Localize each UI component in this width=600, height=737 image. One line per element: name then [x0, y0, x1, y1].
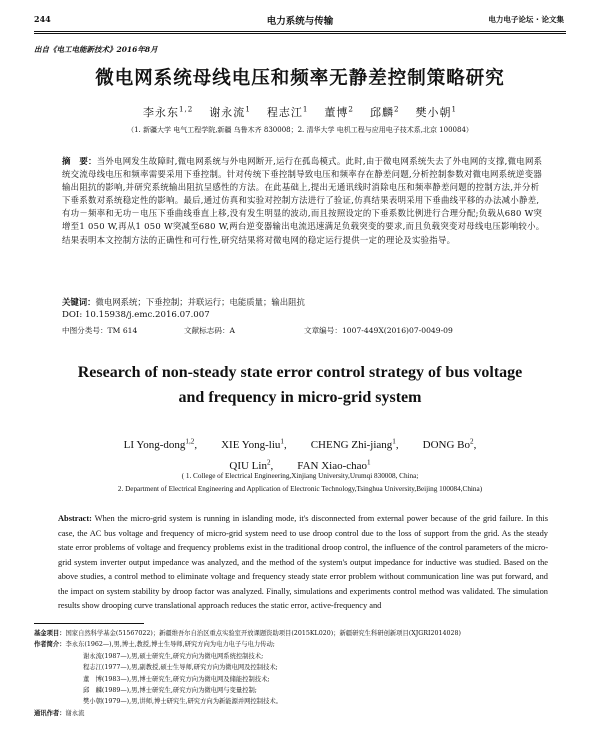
chinese-author: 程志江$^1$ [266, 104, 309, 119]
corresponding-author: 通讯作者：谢永流 [34, 709, 85, 717]
chinese-author: 邱麟$^2$ [369, 104, 400, 119]
journal-name: 电力系统与传输 [266, 16, 334, 27]
english-affiliation: ( 1. College of Electrical Engineering,Xinjiang University,Urumqi 830008, China; 2. Department of Electrical Engineering and Application of Electronic Technology,Tsinghua University,Beijing 100084,China) [117, 472, 483, 493]
article-number: 文章编号：1007-449X(2016)07-0049-09 [304, 326, 453, 335]
keywords-text: 微电网系统；下垂控制；并联运行；电能质量；输出阻抗 [95, 297, 305, 307]
chinese-author: 李永东$^{1,2}$ [142, 104, 194, 119]
class-number: 中图分类号：TM 614 [62, 326, 138, 335]
author-bio: 程志江(1977—),男,副教授,硕士生导师,研究方向为微电网及控制技术; [83, 664, 278, 672]
header-rule-thin [34, 33, 566, 34]
english-author: CHENG Zhi-jiang$^1$, [310, 437, 399, 451]
english-author-list [0, 432, 600, 475]
author-bio: 樊小朝(1979—),男,讲师,博士研究生,研究方向为新能源并网控制技术。 [83, 698, 282, 706]
author-bio: 邱 麟(1989—),男,博士研究生,研究方向为微电网与变量控制; [83, 687, 257, 695]
chinese-author: 樊小朝$^1$ [415, 104, 458, 119]
abstract-label: 摘 要： [62, 156, 97, 166]
author-bio: 董 博(1983—),男,博士研究生,研究方向为微电网及储能控制技术; [83, 675, 270, 683]
abstract-text: 当外电网发生故障时,微电网系统与外电网断开,运行在孤岛模式。此时,由于微电网系统失去了外电网的支撑,微电网系统交流母线电压和频率需要采用下垂控制。针对传统下垂控制导致电压和频率存在静差问题,分析控制参数对微电网系统逆变器输出阻抗的影响,并研究系统输出阻抗呈感性的方法。在此基础上,提出无通讯线时消除电压和频率静差问题的控制方法,并分析下垂系数对系统稳定性的影响。最后,通过仿真和实验对控制方法进行了验证,仿真结果表明采用下垂曲线平移的办法减小静差,有功－频率和无功－电压下垂曲线垂直上移,没有发生明显的波动,而且按照设定的下垂系数比例进行合理分配;负载从680 W突增至1 050 W,再从1 050 W突减至680 W,两台逆变器输出电流迅速满足负载突变的要求,而且负载突变对母线电压影响较小。结果表明本文控制方法的正确性和可行性,研究结果将对微电网的稳定运行提供一定的理论及实验指导。 [62, 156, 545, 245]
chinese-affiliation: （1. 新疆大学 电气工程学院,新疆 乌鲁木齐 830008；2. 清华大学 电机工程与应用电子技术系,北京 100084） [127, 126, 473, 134]
english-author: FAN Xiao-chao$^1$ [297, 458, 371, 473]
footnote-rule [34, 623, 144, 624]
footnotes [34, 628, 568, 719]
chinese-author: 董博$^2$ [324, 104, 354, 119]
document-code: 文献标志码：A [184, 326, 236, 335]
keywords-label: 关键词： [62, 297, 96, 307]
english-author: DONG Bo$^2$, [422, 437, 477, 451]
source-citation: 出自《电工电能新技术》2016年8月 [34, 45, 158, 54]
page-number: 244 [34, 14, 51, 24]
keywords [62, 296, 546, 308]
header-rule [34, 31, 566, 32]
running-header [0, 14, 600, 28]
chinese-title: 微电网系统母线电压和频率无静差控制策略研究 [95, 68, 505, 89]
author-bio: 作者简介：李永东(1962—),男,博士,教授,博士生导师,研究方向为电力电子与电力传动; [34, 641, 275, 649]
english-author: XIE Yong-liu$^1$, [221, 437, 287, 451]
english-author: LI Yong-dong$^{1,2}$, [123, 437, 198, 451]
chinese-author-list [0, 104, 600, 120]
english-author: QIU Lin$^2$, [229, 458, 274, 473]
author-bio: 谢永流(1987—),男,硕士研究生,研究方向为微电网系统控制技术; [83, 652, 264, 660]
abstract-text: When the micro-grid system is running in islanding mode, it's disconnected from external power because of the grid failure. In this case, the AC bus voltage and frequency of micro-grid system need to use droop control due to the loss of support from the grid. As the steady state error problems of voltage and frequency problems exist in the traditional droop control, the influence of the control parameters of the micro-grid system inverter output impedance was analyzed, and the method of the system's output impedance for inductive was studied. Based on the above studies, a control method to eliminate voltage and frequency steady state error problem without communication line was put forward, and the impact on system stability by droop factor was analyzed. Finally, simulations and experiments control method was validated. The simulation results show drooping curve translational approach reduces the static error, active-frequency and [58, 514, 548, 610]
english-title: Research of non-steady state error control strategy of bus voltage and frequency in micro-grid system [77, 364, 523, 406]
chinese-author: 谢永流$^1$ [209, 104, 251, 119]
chinese-abstract [62, 155, 546, 247]
doi: DOI: 10.15938/j.emc.2016.07.007 [62, 310, 210, 320]
abstract-label: Abstract: [58, 514, 92, 523]
section-name: 电力电子论坛 · 论文集 [488, 15, 564, 24]
english-abstract [58, 512, 548, 614]
fund-note: 基金项目：国家自然科学基金(51567022)；新疆维吾尔自治区重点实验室开放课题资助项目(2015KL020)；新疆研究生科研创新项目(XJGRI2014028) [34, 630, 461, 637]
